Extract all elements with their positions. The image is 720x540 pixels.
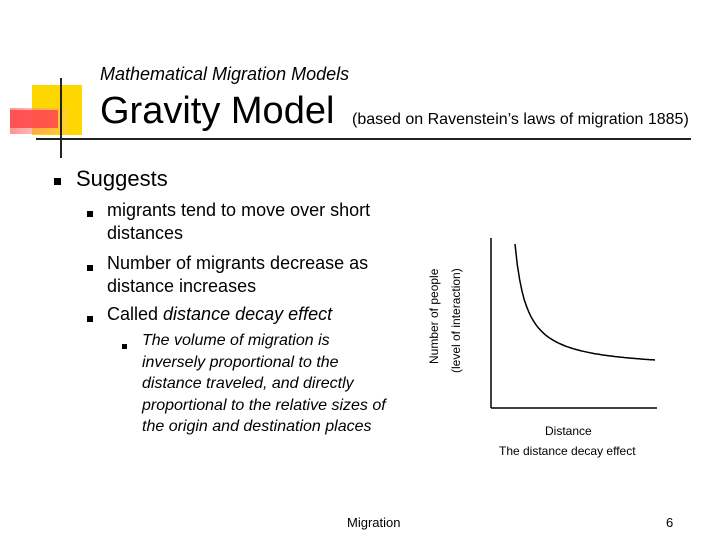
sub-bullet-distance-decay [107,304,332,325]
sub-bullet-decrease: Number of migrants decrease as distance increases [107,253,369,296]
bullet-suggests: Suggests [76,166,168,191]
slide-title: Gravity Model [100,90,335,132]
y-axis-label-line1: Number of people [427,268,441,364]
decorative-vertical-line [60,78,62,158]
y-axis-label-line2: (level of interaction) [449,268,463,373]
detail-bullet: The volume of migration is inversely proportional to the distance traveled, and directly proportional to the relative sizes of the origin and destination places [142,332,386,435]
sub-bullet-short-distances: migrants tend to move over short distances [107,200,371,243]
bullet-marker [87,316,93,322]
decay-curve [515,244,655,360]
called-prefix: Called [107,304,164,324]
title-underline [36,138,691,140]
slide-subtitle: Mathematical Migration Models [100,64,350,84]
bullet-marker [87,265,93,271]
bullet-marker [87,211,93,217]
distance-decay-chart [420,230,670,415]
x-axis-label: Distance [545,424,592,438]
bullet-marker [122,344,127,349]
bullet-marker [54,178,61,185]
title-note: (based on Ravenstein’s laws of migration 1885) [352,111,689,128]
chart-caption: The distance decay effect [499,444,636,458]
page-number: 6 [666,515,674,530]
decorative-red-bar [10,110,58,128]
distance-decay-term: distance decay effect [163,304,333,324]
footer-text: Migration [347,515,401,530]
